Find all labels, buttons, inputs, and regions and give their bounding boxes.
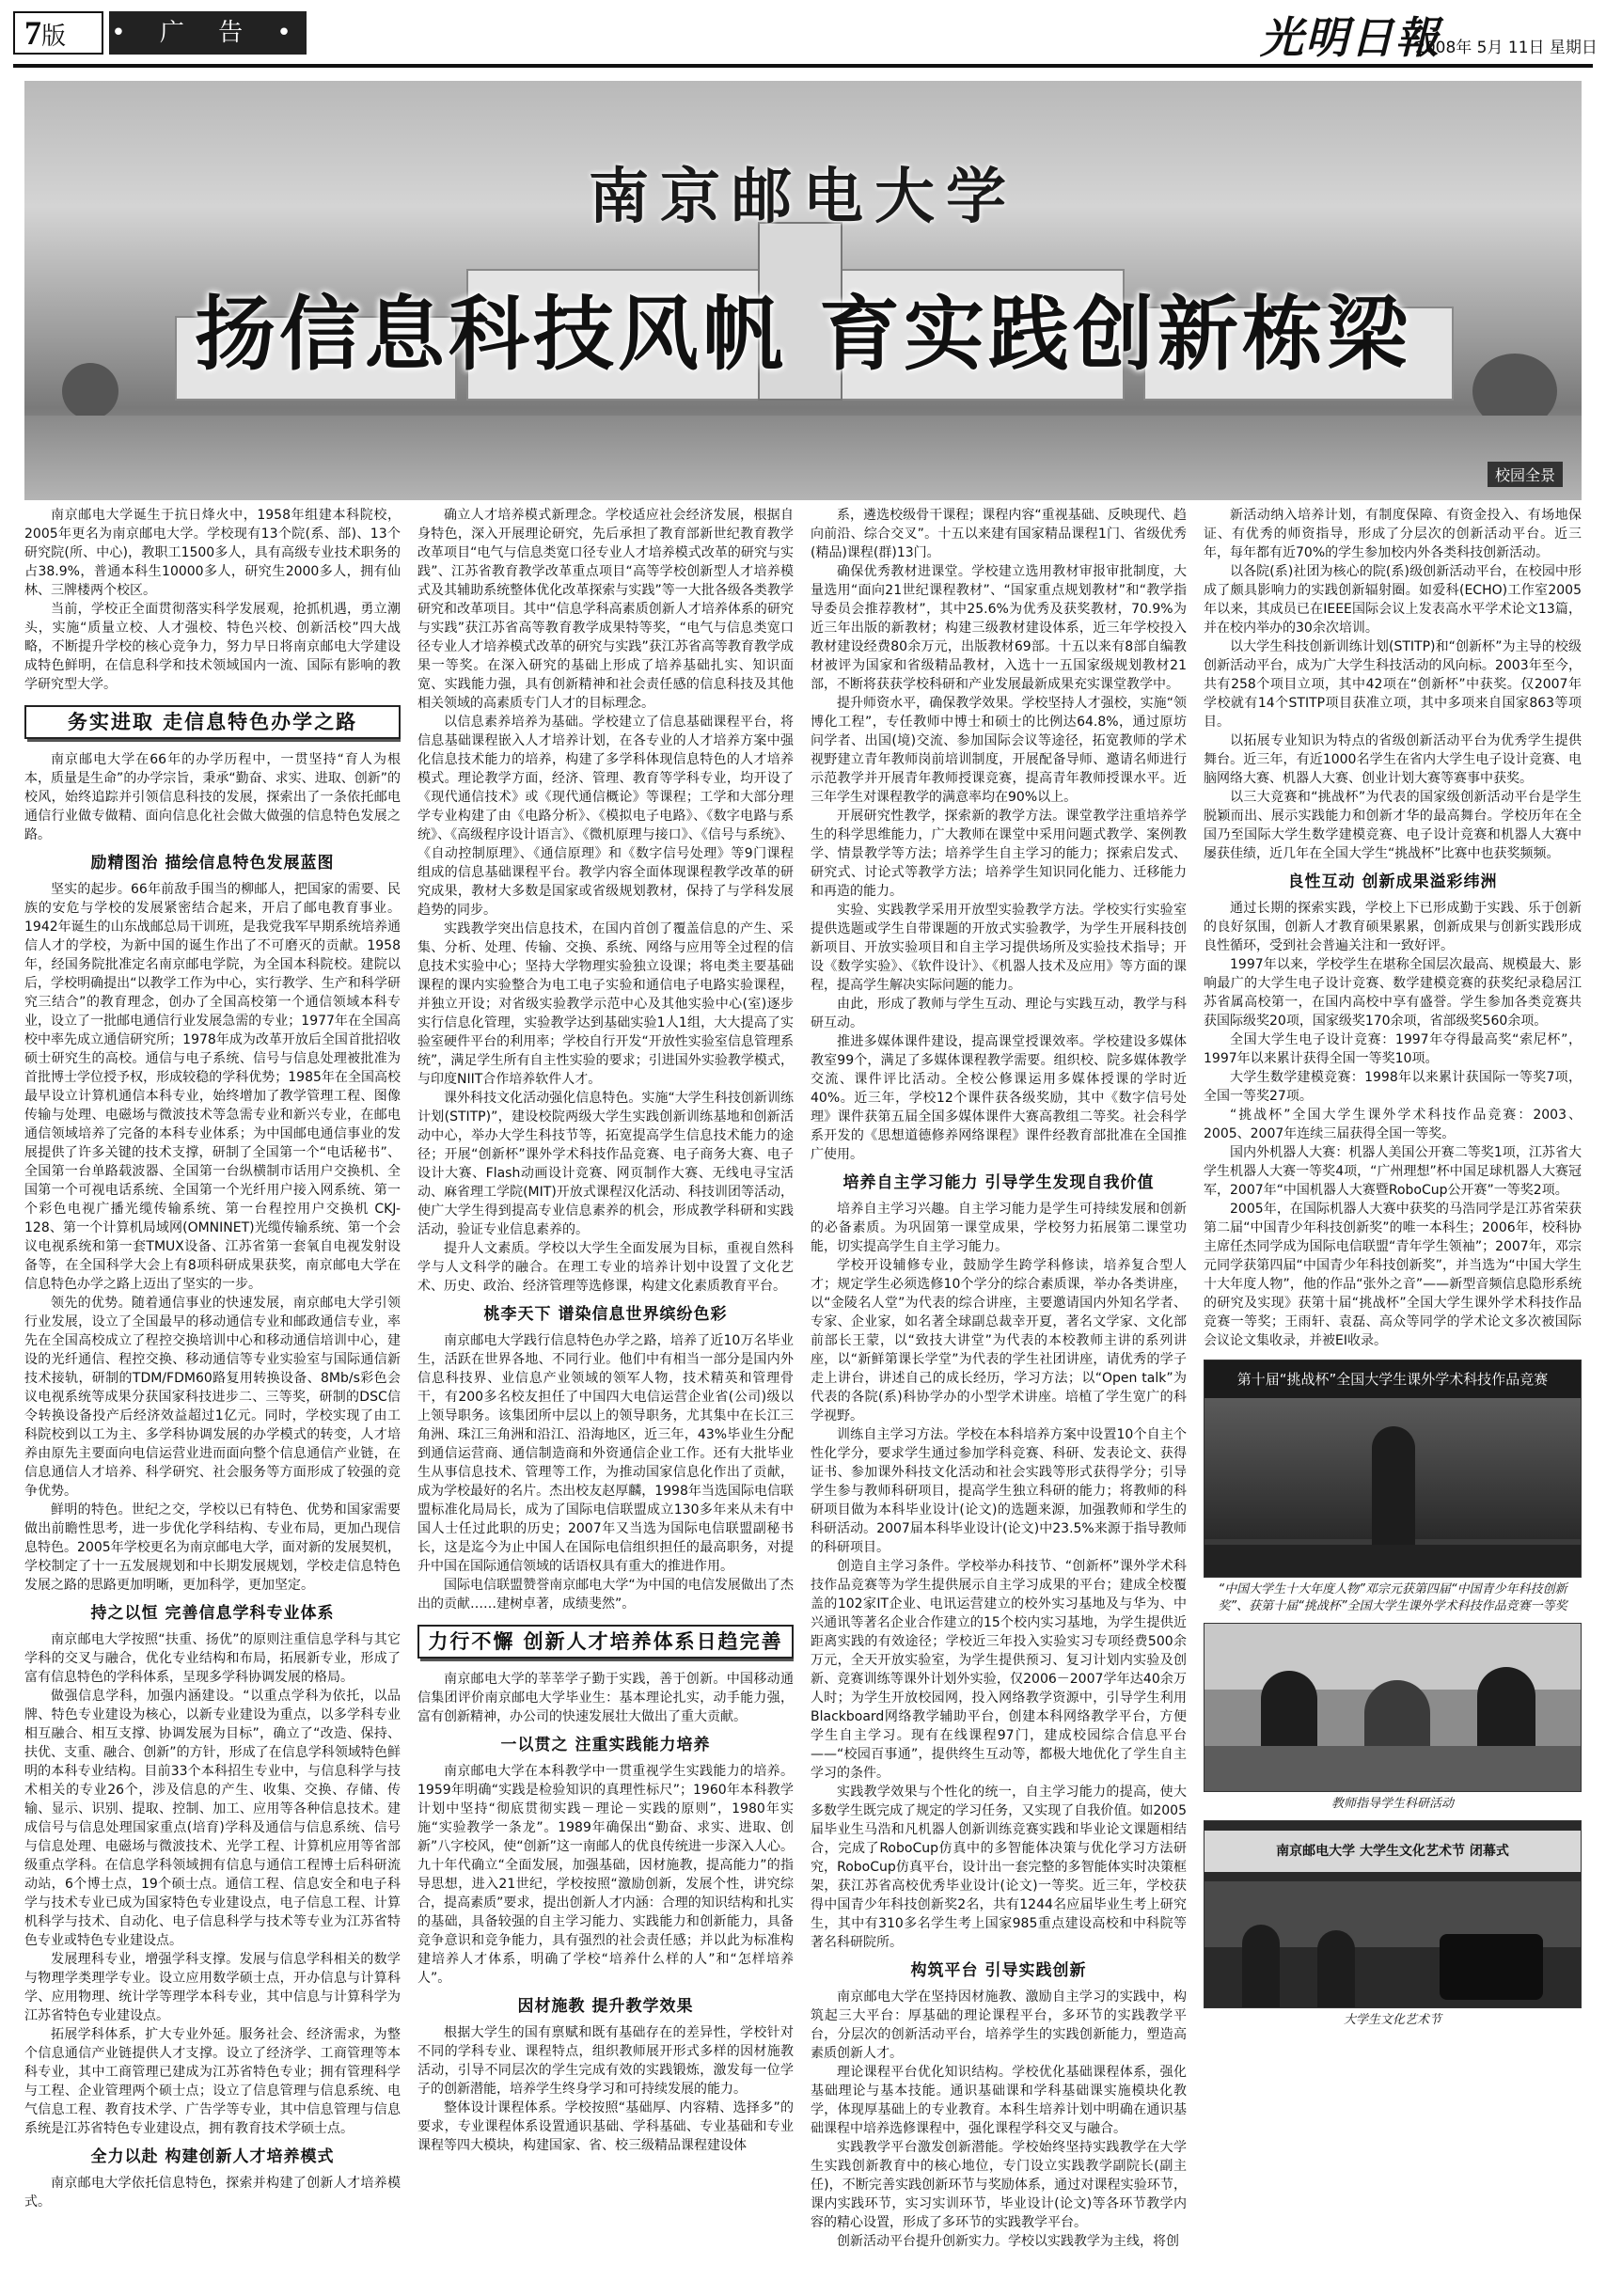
award-banner-text: 第十届“挑战杯”全国大学生课外学术科技作品竞赛 (1204, 1360, 1581, 1398)
paragraph: 全国大学生电子设计竞赛：1997年夺得最高奖“索尼杯”，1997年以来累计获得全国一等奖10项。 (1204, 1032, 1582, 1066)
paragraph: 确保优秀教材进课堂。学校建立选用教材审报审批制度，大量选用“面向21世纪课程教材”、“国家重点规划教材”和“教学指导委员会推荐教材”，其中25.6%为优秀及获奖教材，70.9%为近三年出版的新教材；构建三级教材建设体系，近三年学校投入教材建设经费80余万元，出版教材69部。十五以来有8部自编教材被评为国家和省级精品教材，入选十一五国家级规划教材21部，不断将获获学校科研和产业发展最新成果充实课堂教学中。 (811, 564, 1187, 692)
paragraph: 推进多媒体课件建设，提高课堂授课效率。学校建设多媒体教室99个，满足了多媒体课程教学需要。组织校、院多媒体教学交流、课件评比活动。全校公修课运用多媒体授课的学时近40%。近三年，学校12个课件获各级奖励，其中《数字信号处理》课件获第五届全国多媒体课件大赛高教组二等奖。社会科学系开发的《思想道德修养网络课程》课件经教育部批准在全国推广使用。 (811, 1034, 1187, 1162)
subheading: 励精图治 描绘信息特色发展蓝图 (90, 854, 335, 873)
piano (1440, 1934, 1543, 2000)
festival-banner-text: 南京邮电大学 大学生文化艺术节 闭幕式 (1204, 1831, 1581, 1872)
paragraph: 创新活动平台提升创新实力。学校以实践教学为主线，将创 (837, 2234, 1179, 2249)
paragraph: 实践教学效果与个性化的统一，自主学习能力的提高，使大多数学生既完成了规定的学习任务，又实现了自我价值。如2005届毕业生马浩和凡机器人创新训练竞赛实践和毕业论文课题相结合，完成了RoboCup仿真中的多智能体决策与优化学习方法研究，RoboCup仿真平台，设计出一套完整的多智能体实时决策框架，获江苏省高校优秀毕业设计(论文)一等奖。近三年，学校获得中国青少年科技创新奖2名，共有1244名应届毕业生考上研究生，其中有310多名学生考上国家985重点建设高校和中科院等著名科研院所。 (811, 1785, 1187, 1950)
paragraph: 南京邮电大学的莘莘学子勤于实践，善于创新。中国移动通信集团评价南京邮电大学毕业生：基本理论扎实，动手能力强，富有创新精神，办公司的快速发展壮大做出了重大贡献。 (417, 1672, 794, 1724)
article-column-2 (417, 506, 794, 2283)
paragraph: 新活动纳入培养计划，有制度保障、有资金投入、有场地保证、有优秀的师资指导，形成了分层次的创新活动平台。近三年，每年都有近70%的学生参加校内外各类科技创新活动。 (1204, 508, 1582, 560)
paragraph: 提升师资水平，确保教学效果。学校坚持人才强校，实施“领博化工程”，专任教师中博士和硕士的比例达64.8%，通过原坊问学者、出国(境)交流、参加国际会议等途径，拓宽教师的学术视野建立青年教师岗前培训制度，开展配备导师、邀请名师进行示范教学并开展青年教师授课竞赛，提高青年教师授课水平。近三年学生对课程教学的满意率均在90%以上。 (811, 696, 1187, 805)
paragraph: 以各院(系)社团为核心的院(系)级创新活动平台，在校园中形成了颇具影响力的实践创新辐射圈。如爱科(ECHO)工作室2005年以来，其成员已在IEEE国际会议上发表高水平学术论文13篇，并在校内举办的30余次培训。 (1204, 564, 1582, 636)
issue-date: 2008年 5月 11日 星期日 (1415, 39, 1598, 57)
award-ceremony-photo (1204, 1360, 1582, 1578)
performer-figure (1317, 1930, 1355, 2008)
paragraph: 开展研究性教学，探索新的教学方法。课堂教学注重培养学生的科学思维能力，广大教师在课堂中采用问题式教学、案例教学、情景教学等方法；培养学生自主学习的能力；探索启发式、研究式、讨论式等教学方法；培养学生知识同化能力、迁移能力和再造的能力。 (811, 809, 1187, 899)
university-name: 南京邮电大学 (589, 163, 1017, 232)
paragraph: 训练自主学习方法。学校在本科培养方案中设置10个自主个性化学分，要求学生通过参加学科竞赛、科研、发表论文、获得证书、参加课外科技文化活动和社会实践等形式获得学分；引导学生参与教师科研项目，提高学生独立科研的能力；将教师的科研项目做为本科毕业设计(论文)的选题来源，加强教师和学生的科研活动。2007届本科毕业设计(论文)中23.5%来源于指导教师的科研项目。 (811, 1427, 1187, 1555)
paragraph: 实验、实践教学采用开放型实验教学方法。学校实行实验室提供选题或学生自带课题的开放式实验教学，为学生开展科技创新项目、开放实验项目和自主学习提供场所及实验技术指导；开设《数学实验》、《软件设计》、《机器人技术及应用》等方面的课程，提高学生解决实际问题的能力。 (811, 903, 1187, 993)
paragraph: 做强信息学科，加强内涵建设。“以重点学科为依托，以品牌、特色专业建设为核心，以新专业建设为重点，以多学科专业相互融合、相互支撑、协调发展为目标”，确立了“改造、保持、扶优、支重、融合、创新”的方针，形成了在信息学科领域特色鲜明的本科专业结构。目前33个本科招生专业中，与信息科学与技术相关的专业26个，涉及信息的产生、收集、交换、存储、传输、显示、识别、提取、控制、加工、应用等各种信息技术。建成信号与信息处理国家重点(培育)学科及通信与信息系统、信号与信息处理、电磁场与微波技术、光学工程、计算机应用等省部级重点学科。在信息学科领域拥有信息与通信工程博士后科研流动站，6个博士点，19个硕士点。通信工程、信息安全和电子科学与技术专业已成为国家特色专业建设点，电子信息工程、计算机科学与技术、自动化、电子信息科学与技术等专业为江苏省特色专业或特色专业建设点。 (24, 1689, 401, 1948)
teacher-guidance-photo (1204, 1623, 1582, 1792)
paragraph: 坚实的起步。66年前敌手围当的柳邮人，把国家的需要、民族的安危与学校的发展紧密结合起来，开启了邮电教育事业。1942年诞生的山东战邮总局干训班，是我党我军早期系统培养通信人才的学校，为新中国的诞生作出了不可磨灭的贡献。1958年，经国务院批准定名南京邮电学院，为全国本科院校。建院以后，学校明确提出“以教学工作为中心，实行教学、生产和科学研究三结合”的教育理念，创办了全国高校第一个通信领域本科专业，设立了一批邮电通信行业发展急需的专业；1977年在全国高校中率先成立通信研究所；1978年成为改革开放后全国首批招收硕士研究生的高校。通信与电子系统、信号与信息处理被批准为首批博士学位授予权，形成较稳的学科优势；1985年在全国高校最早设立计算机通信本科专业，始终增加了教学管理工程、图像传输与处理、电磁场与微波技术等急需专业和新兴专业，在邮电通信领域培养了完备的本科专业体系；为中国邮电通信事业的发展提供了许多关键的技术支撑，研制了全国第一个“电话秘书”、全国第一台单路载波器、全国第一台纵横制市话用户交换机、全国第一个可视电话系统、全国第一个光纤用户接入网系统、第一个彩色电视广播光缆传输系统、第一台程控用户交换机 CKJ-128、第一个计算机局域网(OMNINET)光缆传输系统、第一个会议电视系统和第一套TMUX设备、江苏省第一套氧自电视发射设备等，在全国科学大会上有8项科研成果获奖，南京邮电大学在信息特色办学之路上迈出了坚实的一步。 (24, 882, 401, 1292)
paragraph: 培养自主学习兴趣。自主学习能力是学生可持续发展和创新的必备素质。为巩固第一课堂成果，学校努力拓展第二课堂功能，切实提高学生自主学习能力。 (811, 1202, 1187, 1254)
paragraph: 创造自主学习条件。学校举办科技节、“创新杯”课外学术科技作品竞赛等为学生提供展示自主学习成果的平台；建成全校覆盖的102家IT企业、电讯运营建立的校外实习基地及与华为、中兴通讯等著名企业合作建立的15个校内实习基地，为学生提供近距离实践的有效途径；学校近三年投入实验实习专项经费500余万元，全天开放实验室，为学生提供预习、复习计划内实验及创新、竞赛训练等课外计划外实验，仅2006－2007学年达40余万人时；为学生开放校园网，投入网络教学资源中，引导学生利用Blackboard网络教学辅助平台，创建本科网络教学平台，方便学生自主学习。现有在线课程97门，建成校园综合信息平台——“校园百事通”，提供终生互动等，都极大地优化了学生自主学习的条件。 (811, 1559, 1187, 1781)
paragraph: 以信息素养培养为基础。学校建立了信息基础课程平台，将信息基础课程嵌入人才培养计划，在各专业的人才培养方案中强化信息技术能力的培养，构建了多学科体现信息特色的人才培养模式。理论教学方面，经济、管理、教育等学科专业，均开设了《现代通信技术》或《现代通信概论》等课程；工学和大部分理学专业构建了由《电路分析》、《模拟电子电路》、《数字电路与系统》、《高级程序设计语言》、《微机原理与接口》、《信号与系统》、《自动控制原理》、《通信原理》和《数字信号处理》等9门课程组成的信息基础课程平台。教学内容全面体现课程教学改革的研究成果，教材大多数是国家或省级规划教材，保持了与学科发展趋势的同步。 (417, 715, 794, 918)
newspaper-name: 光明日報 (1260, 12, 1441, 63)
section-label: • 广 告 • (109, 11, 307, 55)
paragraph: 当前，学校正全面贯彻落实科学发展观，抢抓机遇，勇立潮头，实施“质量立校、人才强校、特色兴校、创新活校”四大战略，不断提升学校的核心竞争力，努力早日将南京邮电大学建设成特色鲜明，在信息科学和技术领域国内一流、国际有影响的教学研究型大学。 (24, 602, 401, 692)
feature-headline: 扬信息科技风帆 育实践创新栋梁 (195, 287, 1411, 382)
article-column-4 (1204, 506, 1582, 2283)
subheading: 良性互动 创新成果溢彩纬洲 (1287, 873, 1498, 891)
article-column-1 (24, 506, 401, 2283)
stage-floor (1204, 1545, 1581, 1578)
paragraph: 根据大学生的国有禀赋和既有基础存在的差异性，学校针对不同的学科专业、课程特点，组织教师展开形式多样的因材施教活动，引导不同层次的学生完成有效的实践锻炼，激发每一位学子的创新潜能，培养学生终身学习和可持续发展的能力。 (417, 2025, 794, 2097)
paragraph: 以拓展专业知识为特点的省级创新活动平台为优秀学生提供舞台。近三年，有近1000名学生在省内大学生电子设计竞赛、电脑网络大赛、机器人大赛、创业计划大赛等赛事中获奖。 (1204, 733, 1582, 786)
section-heading-boxed: 务实进取 走信息特色办学之路 (24, 705, 401, 739)
lab-desk (1204, 1746, 1581, 1792)
arts-festival-photo (1204, 1820, 1582, 2008)
page-number (13, 11, 103, 55)
paragraph: 南京邮电大学在66年的办学历程中，一贯坚持“育人为根本，质量是生命”的办学宗旨，秉承“勤奋、求实、进取、创新”的校风，始终追踪并引领信息科技的发展，探索出了一条依托邮电通信行业做专做精、面向信息化社会做大做强的信息特色发展之路。 (24, 752, 401, 842)
paragraph: 鲜明的特色。世纪之交，学校以已有特色、优势和国家需要做出前瞻性思考，进一步优化学科结构、专业布局，更加凸现信息特色。2005年学校更名为南京邮电大学，面对新的发展契机，学校制定了十一五发展规划和中长期发展规划，学校走信息特色发展之路的思路更加明晰，更加科学，更加坚定。 (24, 1502, 401, 1593)
page-number-value: 7 (24, 14, 41, 52)
paragraph: 1997年以来，学校学生在堪称全国层次最高、规模最大、影响最广的大学生电子设计竞赛、数学建模竞赛的获奖纪录稳居江苏省属高校第一，在国内高校中享有盛誉。学生参加各类竞赛共获国际级奖20项，国家级奖170余项，省部级奖560余项。 (1204, 957, 1582, 1029)
paragraph: 由此，形成了教师与学生互动、理论与实践互动，教学与科研互动。 (811, 997, 1187, 1030)
paragraph: 南京邮电大学践行信息特色办学之路，培养了近10万名毕业生，活跃在世界各地、不同行业。他们中有相当一部分是国内外信息科技界、业信息产业领域的领军人物，技术精英和管理骨干，有200多名校友担任了中国四大电信运营企业省(公司)级以上领导职务。该集团所中层以上的领导职务，尤其集中在长江三角洲、珠江三角洲和沿江、沿海地区，近三年，43%毕业生分配到通信运营商、通信制造商和外资通信企业工作。还有大批毕业生从事信息技术、管理等工作，为推动国家信息化作出了贡献，成为学校最好的名片。杰出校友赵厚麟，1998年当选国际电信联盟标准化局局长，成为了国际电信联盟成立130多年来从未有中国人士任过此职的历史；2007年又当选为国际电信联盟副秘书长，这是迄今为止中国人在国际电信组织担任的最高职务，对提升中国在国际通信领域的话语权具有重大的推进作用。 (417, 1333, 794, 1574)
subheading: 一以贯之 注重实践能力培养 (500, 1736, 711, 1754)
photo-caption: 教师指导学生科研活动 (1330, 1797, 1454, 1811)
subheading: 构筑平台 引导实践创新 (910, 1961, 1087, 1980)
paragraph: 南京邮电大学在本科教学中一贯重视学生实践能力的培养。1959年明确“实践是检验知识的真理性标尺”；1960年本科教学计划中坚持“彻底贯彻实践－理论－实践的原则”，1980年实施“实验教学一条龙”。1989年确保出“勤奋、求实、进取、创新”八字校风，使“创新”这一南邮人的优良传统进一步深入人心。九十年代确立“全面发展，加强基础，因材施教，提高能力”的指导思想，进入21世纪，学校按照“激励创新，发展个性，讲究综合，提高素质”要求，提出创新人才内涵：合理的知识结构和扎实的基础，具备较强的自主学习能力、实践能力和创新能力，具备竞争意识和竞争能力，具有强烈的社会责任感；并以此为标准构建培养人才体系，明确了学校“培养什么样的人”和“怎样培养人”。 (417, 1764, 794, 1986)
paragraph: 国内外机器人大赛：机器人美国公开赛二等奖1项，江苏省大学生机器人大赛一等奖4项，“广州理想”杯中国足球机器人大赛冠军，2007年“中国机器人大赛暨RoboCup公开赛”一等奖2项。 (1204, 1145, 1582, 1198)
paragraph: 南京邮电大学诞生于抗日烽火中，1958年组建本科院校，2005年更名为南京邮电大学。学校现有13个院(系、部)、13个研究院(所、中心)，教职工1500多人，具有高级专业技术职务的占38.9%，普通本科生10000多人，研究生2000多人，拥有仙林、三牌楼两个校区。 (24, 508, 401, 598)
campus-plaza (24, 416, 1582, 500)
subheading: 因材施教 提升教学效果 (517, 1997, 694, 2016)
paragraph: 确立人才培养模式新理念。学校适应社会经济发展，根据自身特色，深入开展理论研究，先后承担了教育部新世纪教育教学改革项目“电气与信息类宽口径专业人才培养模式改革的研究与实践”、江苏省教育教学改革重点项目“高等学校创新型人才培养模式及其辅助系统整体优化改革探索与实践”等一大批各级各类教学研究和改革项目。其中“信息学科高素质创新人才培养体系的研究与实践”获江苏省高等教育教学成果特等奖，“电气与信息类宽口径专业人才培养模式改革的研究与实践”获江苏省高等教育教学成果一等奖。在深入研究的基础上形成了培养基础扎实、知识面宽、实践能力强，具有创新精神和社会责任感的信息科技及其他相关领域的高素质专门人才的目标理念。 (417, 508, 794, 711)
masthead-rule (13, 64, 1593, 68)
paragraph: 大学生数学建模竞赛：1998年以来累计获国际一等奖7项，全国一等奖27项。 (1204, 1070, 1582, 1104)
subheading: 桃李天下 谱染信息世界缤纷色彩 (483, 1305, 728, 1324)
subheading: 持之以恒 完善信息学科专业体系 (90, 1604, 335, 1623)
page-suffix: 版 (41, 23, 67, 50)
paragraph: 学校开设辅修专业，鼓励学生跨学科修读，培养复合型人才；规定学生必须选修10个学分的综合素质课，举办各类讲座，以“金陵名人堂”为代表的综合讲座，主要邀请国内外知名学者、专家、企业家，如名著全球副总裁幸开夏，著名文学家、文化部前部长王蒙，以“致技大讲堂”为代表的本校教师主讲的系列讲座，以“新鲜第课长学堂”为代表的学生社团讲座，请优秀的学子走上讲台，讲述自己的成长经历，学习方法；以“Open talk”为代表的各院(系)科协学办的小型学术讲座。培植了学生宽广的科学视野。 (811, 1258, 1187, 1423)
paragraph: 南京邮电大学按照“扶重、扬优”的原则注重信息学科与其它学科的交叉与融合，优化专业结构和布局，拓展新专业，形成了富有信息特色的学科体系，呈现多学科协调发展的格局。 (24, 1632, 401, 1685)
paragraph: 国际电信联盟赞誉南京邮电大学“为中国的电信发展做出了杰出的贡献……建树卓著，成绩斐然”。 (417, 1578, 794, 1612)
paragraph: 南京邮电大学在坚持因材施教、激励自主学习的实践中，构筑起三大平台：厚基础的理论课程平台，多环节的实践教学平台，分层次的创新活动平台，培养学生的实践创新能力，塑造高素质创新人才。 (811, 1989, 1187, 2061)
paragraph: 实践教学平台激发创新潜能。学校始终坚持实践教学在大学生实践创新教育中的核心地位，专门设立实践教学副院长(副主任)，不断完善实践创新环节与奖励体系，通过对课程实验环节，课内实践环节，实习实训环节，毕业设计(论文)等各环节教学内容的精心设置，形成了多环节的实践教学平台。 (811, 2140, 1187, 2230)
paragraph: 发展理科专业，增强学科支撑。发展与信息学科相关的数学与物理学类理学专业。设立应用数学硕士点，开办信息与计算科学、应用物理、统计学等理学本科专业，其中信息与计算科学为江苏省特色专业建设点。 (24, 1952, 401, 2023)
paragraph: 理论课程平台优化知识结构。学校优化基础课程体系，强化基础理论与基本技能。通识基础课和学科基础课实施模块化教学，体现厚基础上的专业教育。本科生培养计划中明确在通识基础课程中培养选修课程中，强化课程学科交叉与融合。 (811, 2065, 1187, 2136)
section-heading-boxed: 力行不懈 创新人才培养体系日趋完善 (417, 1625, 794, 1659)
paragraph: 系，遴选校级骨干课程；课程内容“重视基础、反映现代、趋向前沿、综合交叉”。十五以来建有国家精品课程1门、省级优秀(精品)课程(群)13门。 (811, 508, 1187, 560)
paragraph: “挑战杯”全国大学生课外学术科技作品竞赛：2003、2005、2007年连续三届获得全国一等奖。 (1204, 1108, 1582, 1141)
paragraph: 实践教学突出信息技术，在国内首创了覆盖信息的产生、采集、分析、处理、传输、交换、系统、网络与应用等全过程的信息技术实验中心；坚持大学物理实验独立设课；将电类主要基础课程的课内实验整合为电工电子实验和通信电子电路实验课程，并独立开设；对省级实验教学示范中心及其他实验中心(室)逐步实行信息化管理，实验教学达到基础实验1人1组，大大提高了实验室硬件平台的利用率；学校自行开发“开放性实验室信息管理系统”，满足学生所有自主性实验的要求；引进国外实验教学模式，与印度NIIT合作培养软件人才。 (417, 921, 794, 1087)
paragraph: 整体设计课程体系。学校按照“基础厚、内容精、选择多”的要求，专业课程体系设置通识基础、学科基础、专业基础和专业课程等四大模块，构建国家、省、校三级精品课程建设体 (417, 2100, 794, 2153)
photo-caption: “中国大学生十大年度人物”邓宗元获第四届“中国青少年科技创新奖”、获第十届“挑战杯”全国大学生课外学术科技作品竞赛一等奖 (1218, 1582, 1567, 1613)
paragraph: 领先的优势。随着通信事业的快速发展，南京邮电大学引领行业发展，设立了全国最早的移动通信专业和邮政通信专业，率先在全国高校成立了程控交换培训中心和移动通信培训中心，建设的光纤通信、程控交换、移动通信等专业实验室与国际通信新技术接轨，研制的TDM/FDM60路复用转换设备、8Mb/s彩色会议电视系统等成果分获国家科技进步二、三等奖，研制的DSC信令转换设备投产后经济效益超过1亿元。同时，学校实现了由工科院校到以工为主、多学科协调发展的办学模式的转变，人才培养由原先主要面向电信运营业进而面向整个信息通信产业链，在信息通信人才培养、科学研究、社会服务等方面形成了较强的竞争优势。 (24, 1296, 401, 1499)
campus-panorama-photo (24, 81, 1582, 500)
photo-caption: 大学生文化艺术节 (1343, 2013, 1441, 2027)
paragraph: 通过长期的探索实践，学校上下已形成勤于实践、乐于创新的良好氛围，创新人才教育硕果累累，创新成果与创新实践形成良性循环，受到社会普遍关注和一致好评。 (1204, 901, 1582, 953)
paragraph: 以大学生科技创新训练计划(STITP)和“创新杯”为主导的校级创新活动平台，成为广大学生科技活动的风向标。2003年至今，共有258个项目立项，其中42项在“创新杯”中获奖。仅2007年学校就有14个STITP项目获准立项，其中多项来自国家863等项目。 (1204, 639, 1582, 730)
paragraph: 提升人文素质。学校以大学生全面发展为目标，重视自然科学与人文科学的融合。在理工专业的培养计划中设置了文化艺术、历史、政治、经济管理等选修课，构建文化素质教育平台。 (417, 1241, 794, 1294)
paragraph: 拓展学科体系，扩大专业外延。服务社会、经济需求，为整个信息通信产业链提供人才支撑。设立了经济学、工商管理等本科专业，其中工商管理已建成为江苏省特色专业；拥有管理科学与工程、企业管理两个硕士点；设立了信息管理与信息系统、电气信息工程、教育技术学、广告学等专业，其中信息管理与信息系统是江苏省特色专业建设点，拥有教育技术学硕士点。 (24, 2027, 401, 2136)
paragraph: 南京邮电大学依托信息特色，探索并构建了创新人才培养模式。 (24, 2176, 401, 2210)
paragraph: 以三大竞赛和“挑战杯”为代表的国家级创新活动平台是学生脱颖而出、展示实践能力和创新才华的最高舞台。学校历年在全国乃至国际大学生数学建模竞赛、电子设计竞赛和机器人大赛中屡获佳绩，近几年在全国大学生“挑战杯”比赛中也获奖频频。 (1204, 790, 1582, 861)
subheading: 培养自主学习能力 引导学生发现自我价值 (842, 1173, 1155, 1192)
photo-caption: 校园全景 (1488, 462, 1563, 487)
article-column-3 (811, 506, 1187, 2283)
masthead (0, 0, 1606, 66)
paragraph: 课外科技文化活动强化信息特色。实施“大学生科技创新训练计划(STITP)”，建设校院两级大学生实践创新训练基地和创新活动中心，举办大学生科技节等，拓宽提高学生信息技术能力的途径；开展“创新杯”课外学术科技作品竞赛、电子商务大赛、电子设计大赛、Flash动画设计竞赛、网页制作大赛、无线电寻宝活动、麻省理工学院(MIT)开放式课程汉化活动、科技训团等活动，使广大学生得到提高专业信息素养的机会，形成教学科研和实践活动，验证专业信息素养的。 (417, 1091, 794, 1237)
subheading: 全力以赴 构建创新人才培养模式 (90, 2147, 335, 2166)
paragraph: 2005年，在国际机器人大赛中获奖的马浩同学是江苏省荣获第二届“中国青少年科技创新奖”的唯一本科生；2006年，校科协主席任杰同学成为国际电信联盟“青年学生领袖”；2007年，邓宗元同学获第四届“中国青少年科技创新奖”，并当选为“中国大学生十大年度人物”，他的作品“张外之音”——新型音频信息隐形系统的研究及实现》获第十届“挑战杯”全国大学生课外学术科技作品竞赛一等奖；王雨轩、袁磊、高众等同学的学术论文多次被国际会议论文集收录，并被EI收录。 (1204, 1202, 1582, 1348)
performer-figure (1242, 1925, 1280, 2008)
